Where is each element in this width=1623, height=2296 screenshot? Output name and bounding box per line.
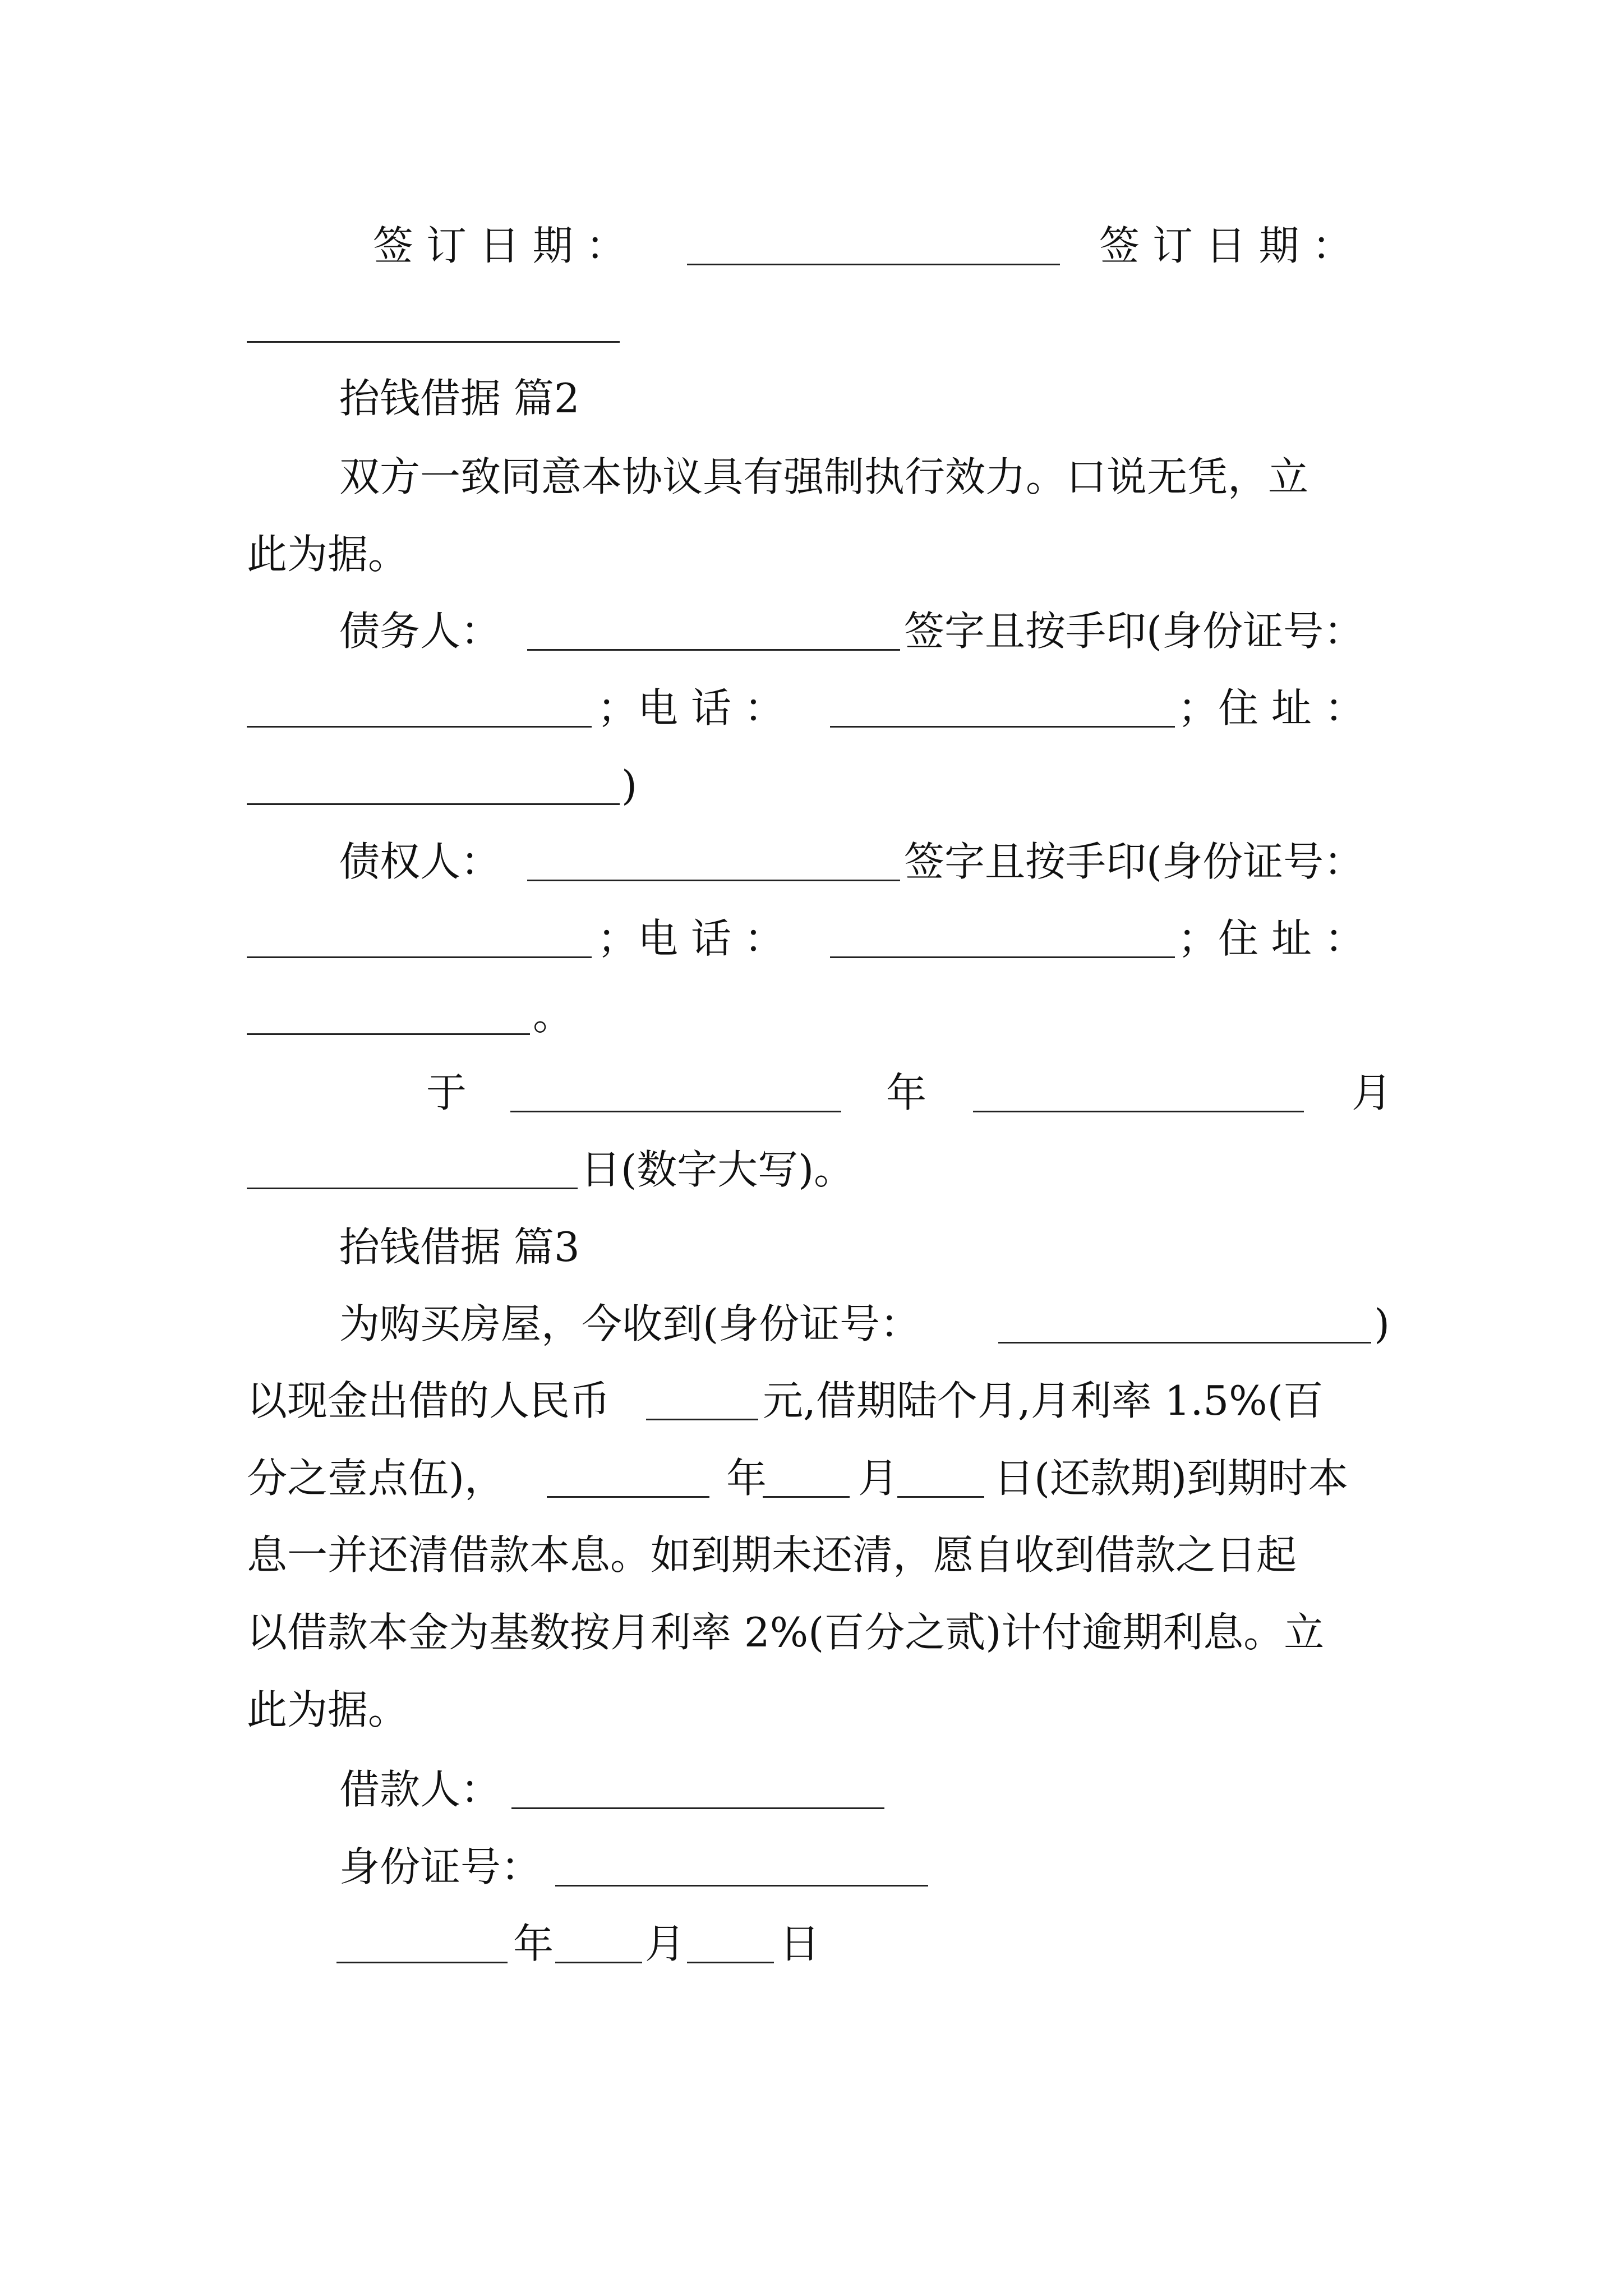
s3-heading-text: 抬钱借据 篇3	[339, 1223, 580, 1271]
s3-idno-blank	[555, 1885, 928, 1887]
debtor-close: )	[621, 762, 638, 809]
s3-borrower-label: 借款人：	[339, 1766, 501, 1813]
s2-date-year: 年	[886, 1069, 927, 1116]
debtor-addr-blank	[247, 803, 620, 805]
s3-sign-month-blank	[555, 1962, 642, 1963]
s2-heading	[0, 365, 1623, 432]
sign-date-line	[0, 212, 1623, 279]
s3-line-2	[0, 1367, 1623, 1434]
s3-id-blank	[998, 1342, 1371, 1343]
debtor-line	[0, 597, 1623, 665]
debtor-addr-label: ；住 址 ：	[1178, 684, 1365, 731]
s3-l5: 以借款本金为基数按月利率 2%(百分之贰)计付逾期利息。立	[247, 1609, 1325, 1656]
s3-sign-year: 年	[513, 1920, 554, 1967]
s3-l3a: 分之壹点伍)，	[247, 1455, 505, 1502]
s3-line-1	[0, 1290, 1623, 1358]
creditor-name-blank	[527, 880, 900, 881]
s3-line-4	[0, 1521, 1623, 1589]
debtor-sign-text: 签字且按手印(身份证号：	[904, 608, 1364, 655]
s3-line-6	[0, 1676, 1623, 1743]
s3-date-line	[0, 1910, 1623, 1977]
s2-month-blank	[973, 1111, 1304, 1112]
creditor-line	[0, 828, 1623, 895]
creditor-close: 。	[533, 992, 574, 1039]
s3-l6: 此为据。	[247, 1686, 409, 1733]
s3-l3-month: 月	[858, 1455, 899, 1502]
debtor-label: 债务人：	[339, 608, 501, 655]
s3-day-blank	[897, 1496, 984, 1498]
creditor-sign-text: 签字且按手印(身份证号：	[904, 838, 1364, 885]
s2-date-day-note: 日(数字大写)。	[580, 1146, 855, 1193]
s3-sign-day: 日	[780, 1920, 820, 1967]
s2-para1	[0, 443, 1623, 510]
creditor-line-2	[0, 905, 1623, 972]
s3-line-5	[0, 1599, 1623, 1666]
creditor-line-3	[0, 982, 1623, 1049]
creditor-addr-label: ；住 址 ：	[1178, 915, 1365, 962]
debtor-phone-blank	[830, 726, 1175, 728]
s3-line-3	[0, 1444, 1623, 1512]
s2-date-line	[0, 1059, 1623, 1126]
s3-l2b: 元,借期陆个月,月利率 1.5%(百	[763, 1377, 1324, 1424]
creditor-phone-blank	[830, 956, 1175, 958]
s2-para1b-text: 此为据。	[247, 531, 409, 578]
s3-year-blank	[547, 1496, 709, 1498]
s3-sign-day-blank	[687, 1962, 774, 1963]
s2-year-blank	[510, 1111, 841, 1112]
s3-heading	[0, 1213, 1623, 1281]
s2-date-line-2	[0, 1136, 1623, 1203]
debtor-name-blank	[527, 649, 900, 651]
sign-date-blank-1	[687, 264, 1060, 265]
s2-date-month: 月	[1352, 1069, 1393, 1116]
debtor-line-3	[0, 752, 1623, 819]
s3-amount-blank	[646, 1419, 758, 1420]
sign-date-blank-2	[247, 341, 620, 343]
s3-l1b: )	[1374, 1300, 1390, 1347]
s3-l1a: 为购买房屋，今收到(身份证号：	[339, 1300, 921, 1347]
s3-l4: 息一并还清借款本息。如到期未还清，愿自收到借款之日起	[247, 1531, 1297, 1579]
s3-l2a: 以现金出借的人民币	[247, 1377, 611, 1424]
s3-sign-month: 月	[645, 1920, 686, 1967]
s2-date-yu: 于	[426, 1069, 467, 1116]
s2-day-blank	[247, 1188, 578, 1189]
s3-l3-day: 日(还款期)到期时本	[994, 1455, 1349, 1502]
s3-borrower-line	[0, 1756, 1623, 1823]
sign-date-label-1: 签 订 日 期 ：	[373, 222, 626, 269]
s3-borrower-blank	[511, 1807, 884, 1809]
s2-para1-text: 双方一致同意本协议具有强制执行效力。口说无凭，立	[339, 453, 1309, 500]
debtor-phone-label: ；电 话 ：	[597, 684, 785, 731]
debtor-id-blank	[247, 726, 592, 728]
creditor-phone-label: ；电 话 ：	[597, 915, 785, 962]
s3-idno-label: 身份证号：	[339, 1843, 542, 1890]
s3-month-blank	[763, 1496, 850, 1498]
s2-heading-text: 抬钱借据 篇2	[339, 375, 580, 422]
s3-l3-year: 年	[726, 1455, 767, 1502]
creditor-addr-blank	[247, 1033, 530, 1035]
creditor-label: 债权人：	[339, 838, 501, 885]
s3-sign-year-blank	[336, 1962, 508, 1963]
creditor-id-blank	[247, 956, 592, 958]
debtor-line-2	[0, 674, 1623, 742]
s3-idno-line	[0, 1833, 1623, 1901]
sign-date-label-2: 签 订 日 期 ：	[1099, 222, 1353, 269]
s2-para1b	[0, 521, 1623, 588]
